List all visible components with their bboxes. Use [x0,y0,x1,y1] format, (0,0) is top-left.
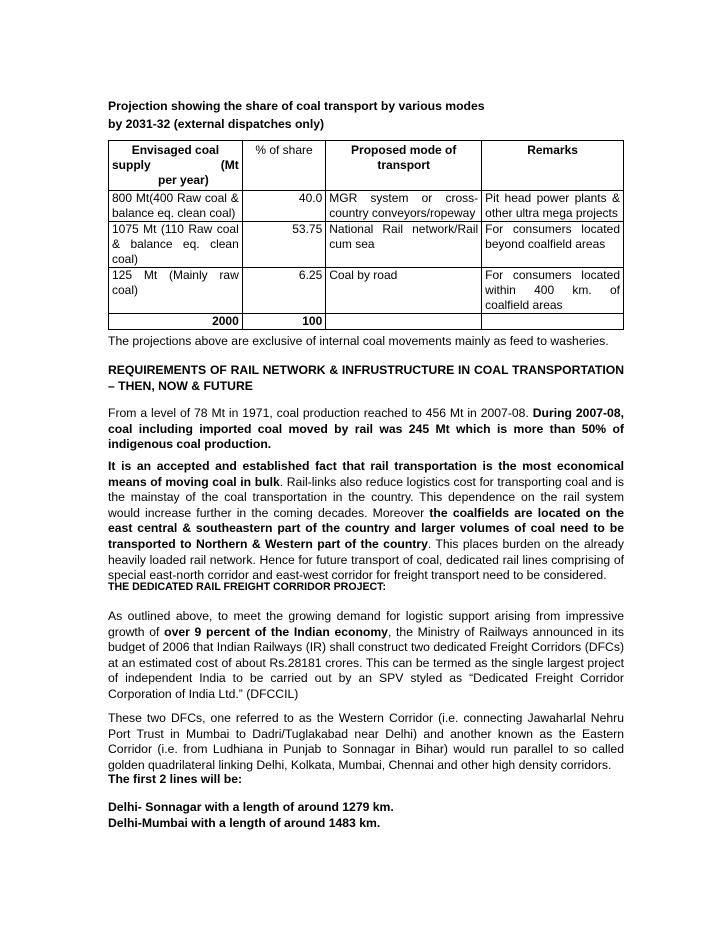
table-header-row [109,141,624,191]
cell-supply: 1075 Mt (110 Raw coal & balance eq. clean coal) [109,222,243,268]
para3-text-2: , the Ministry of Railways announced in its budget of 2006 that Indian Railways (IR) shall construct two dedicated Freight Corridors (DFCs) at an estimated cost of about Rs.28181 crores. This can be termed as the single largest project of independent India to be carried out by an SPV styled as “Dedicated Freight Corridor Corporation of India Ltd.” (DFCCIL) [108,624,624,701]
projection-note: The projections above are exclusive of internal coal movements mainly as feed to washeries. [108,334,609,348]
cell-share: 6.25 [242,268,325,314]
para1-bold-text: During 2007-08, coal including imported coal moved by rail was 245 Mt which is more than 50% of indigenous coal production. [108,406,625,452]
cell-remarks: For consumers located beyond coalfield areas [482,222,624,268]
cell-supply: 125 Mt (Mainly raw coal) [109,268,243,314]
para2-text-1: . Rail-links also reduce logistics cost for transporting coal and is the mainstay of the coal transportation in the country. This dependence on the rail system would increase further in the coming decades. Moreover [108,474,625,520]
para3-text-1: As outlined above, to meet the growing demand for logistic support arising from impressive growth of [108,609,624,639]
table-title [108,97,624,133]
cell-mode: National Rail network/Rail cum sea [326,222,482,268]
header-supply-unit: (Mt [220,158,239,172]
dfc-heading: THE DEDICATED RAIL FREIGHT CORRIDOR PROJECT: [108,581,386,593]
cell-mode: MGR system or cross-country conveyors/ropeway [326,191,482,222]
header-envisaged-supply [109,141,243,191]
coal-transport-projection-table [108,140,624,330]
cell-total-share: 100 [242,314,325,330]
cell-share: 40.0 [242,191,325,222]
paragraph-coal-production [108,406,624,453]
table-title-line-1: Projection showing the share of coal transport by various modes [108,99,485,113]
para2-text-2: . This places burden on the already heavily loaded rail network. Hence for future transport of coal, dedicated rail lines comprising of special east-north corridor and east-west corridor for freight transport need to be considered. [108,536,625,583]
paragraph-corridors: These two DFCs, one referred to as the Western Corridor (i.e. connecting Jawaharlal Nehru Port Trust in Mumbai to Dadri/Tuglakabad near Delhi) and another known as the Eastern Corridor (i.e. from Ludhiana in Punjab to Sonnagar in Bihar) would run parallel to so called golden quadrilateral linking Delhi, Kolkata, Mumbai, Chennai and other high density corridors. [108,711,624,772]
table-row [109,222,624,268]
paragraph-rail-economy [108,459,624,584]
header-supply-line-2 [112,158,239,173]
table-title-line-2: by 2031-32 (external dispatches only) [108,117,325,131]
lines-list [108,800,624,831]
header-mode: Proposed mode of transport [326,141,482,191]
cell-share: 53.75 [242,222,325,268]
table-row [109,191,624,222]
cell-mode: Coal by road [326,268,482,314]
cell-total-supply: 2000 [109,314,243,330]
lines-heading: The first 2 lines will be: [108,772,243,786]
header-supply-line-1: Envisaged coal [131,143,220,157]
line-item: Delhi- Sonnagar with a length of around 1279 km. [108,800,394,814]
cell-supply: 800 Mt(400 Raw coal & balance eq. clean coal) [109,191,243,222]
para1-text: From a level of 78 Mt in 1971, coal production reached to 456 Mt in 2007-08. [108,406,533,420]
cell-empty [482,314,624,330]
header-share: % of share [242,141,325,191]
line-item: Delhi-Mumbai with a length of around 1483 km. [108,815,381,830]
cell-remarks: Pit head power plants & other ultra mega projects [482,191,624,222]
header-remarks: Remarks [482,141,624,191]
para2-bold-2: the coalfields are located on the east central & southeastern part of the country and larger volumes of coal need to be transported to Northern & Western part of the country [108,505,624,551]
paragraph-dfc [108,609,624,703]
table-total-row [109,314,624,330]
header-supply-line-3: per year) [158,173,209,187]
cell-remarks: For consumers located within 400 km. of coalfield areas [482,268,624,314]
section-heading: REQUIREMENTS OF RAIL NETWORK & INFRUSTRUCTURE IN COAL TRANSPORTATION – THEN, NOW & FUTURE [108,363,624,393]
para3-bold: over 9 percent of the Indian economy [164,624,388,639]
cell-empty [326,314,482,330]
header-supply-word: supply [112,158,151,172]
para2-bold-1: It is an accepted and established fact that rail transportation is the most economical means of moving coal in bulk [108,459,624,489]
table-row [109,268,624,314]
